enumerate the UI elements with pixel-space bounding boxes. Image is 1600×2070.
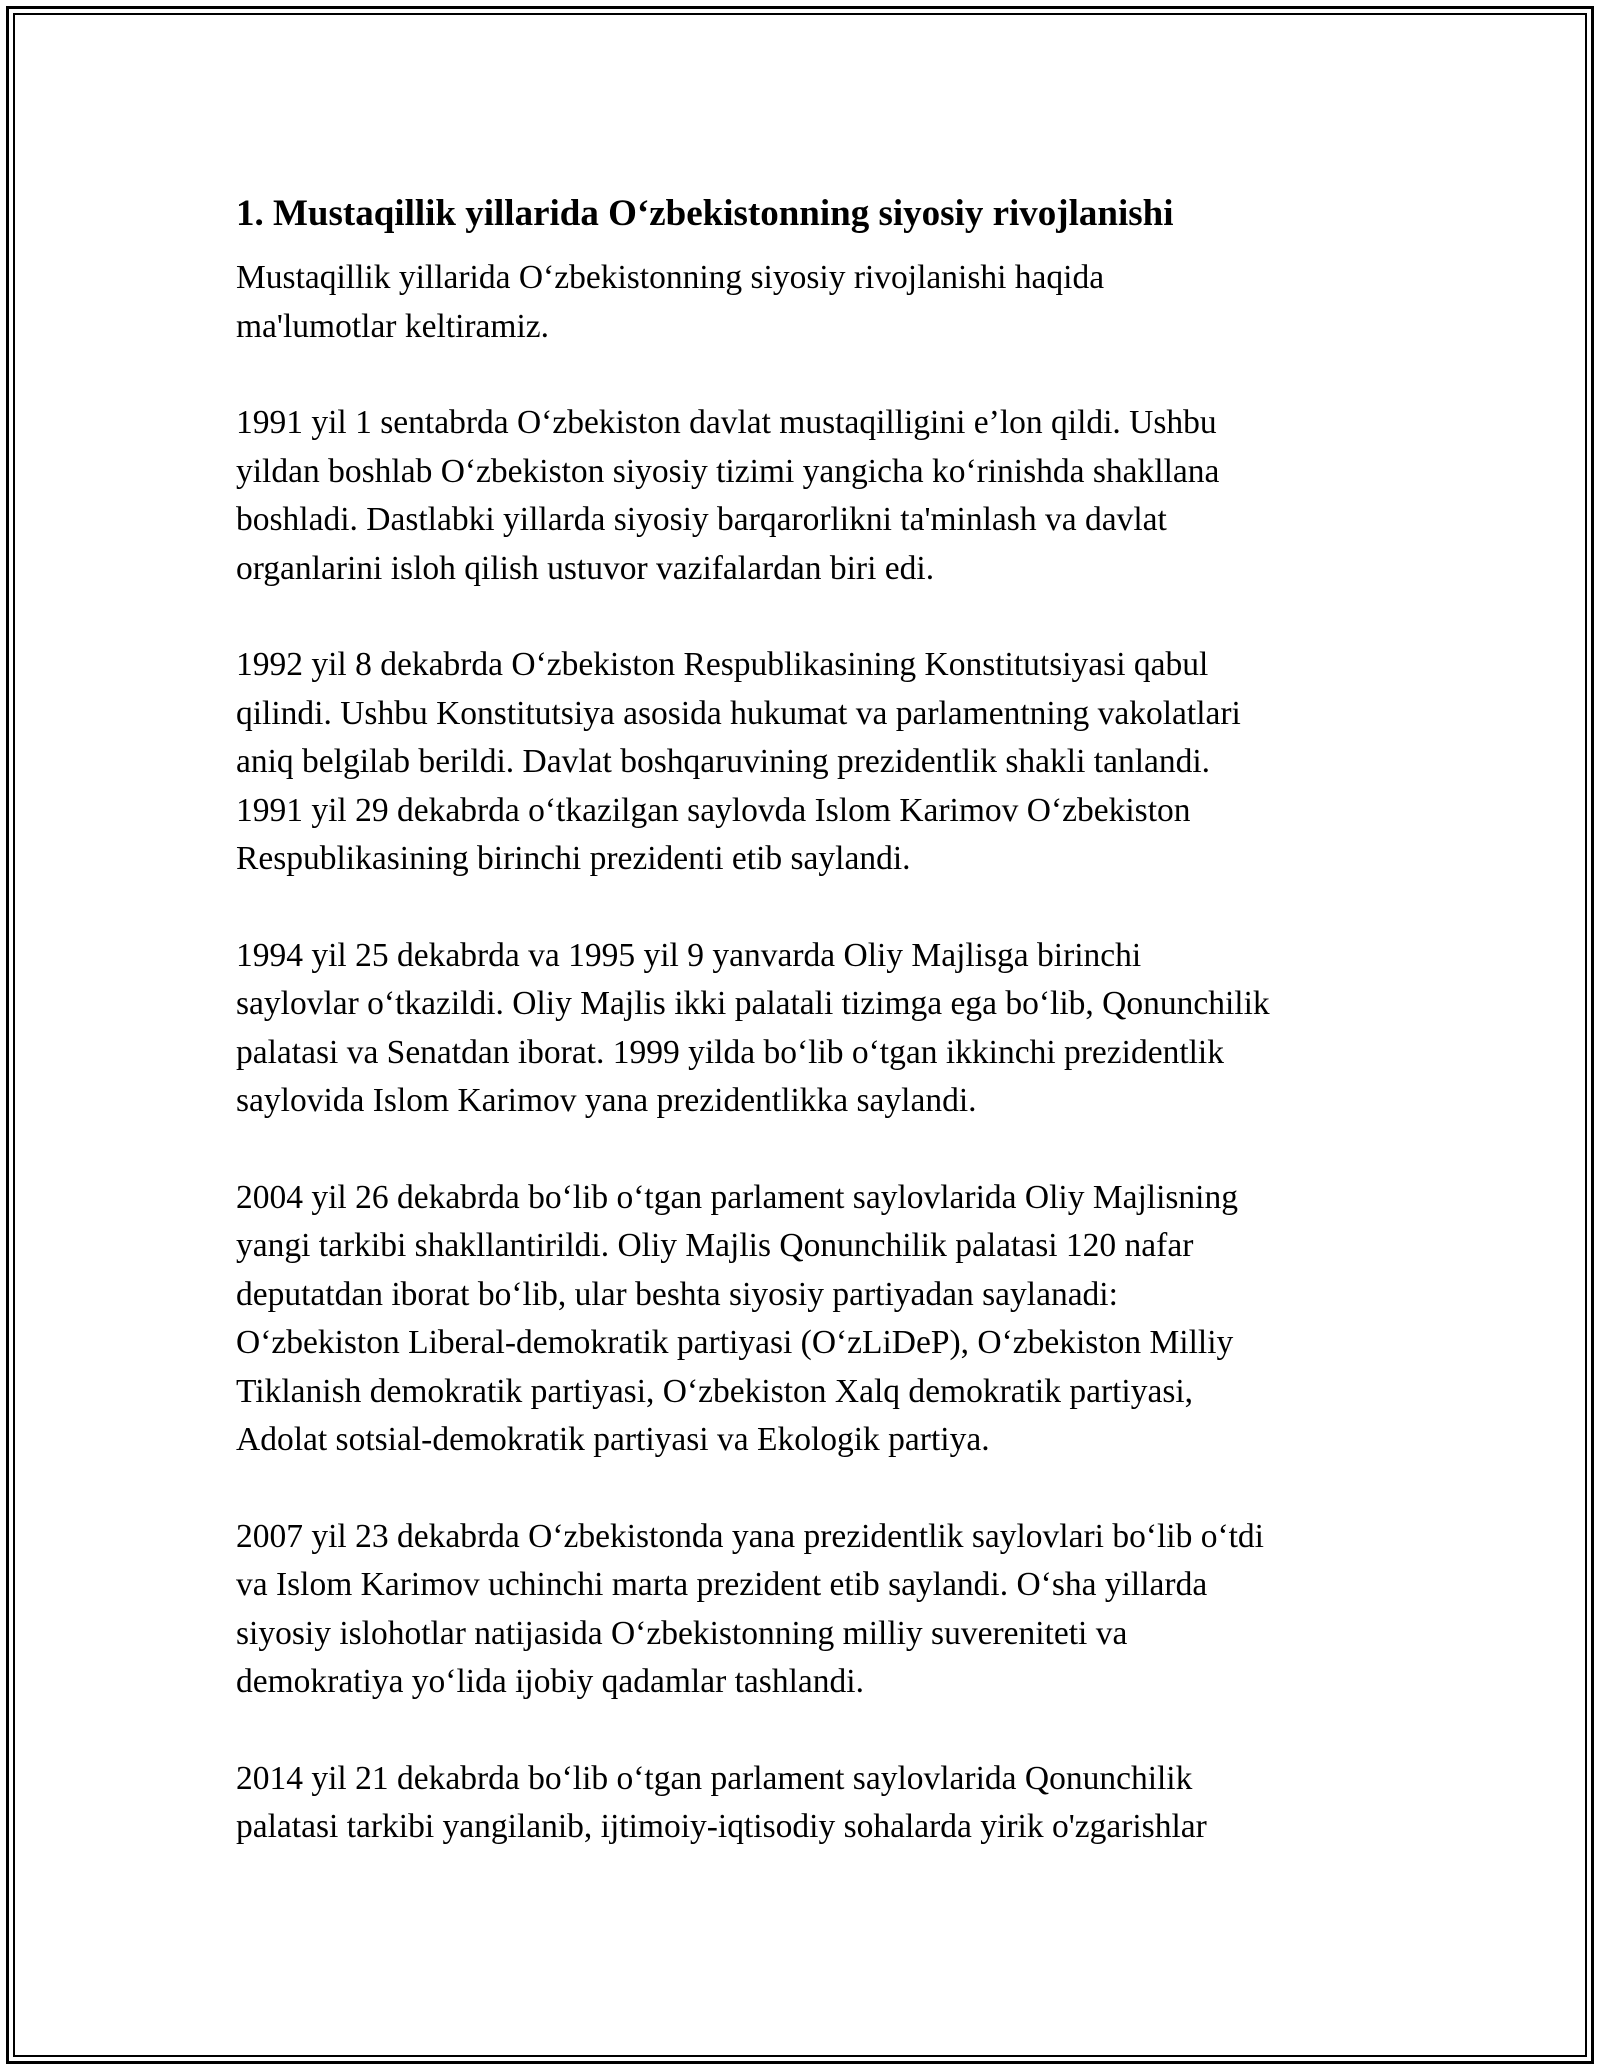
paragraph-1992 xyxy=(236,641,1396,884)
paragraph-2007 xyxy=(236,1513,1396,1707)
paragraph-line: demokratiya yo‘lida ijobiy qadamlar tashlandi. xyxy=(236,1663,864,1700)
paragraph-line: 1991 yil 1 sentabrda O‘zbekiston davlat mustaqilligini e’lon qildi. Ushbu xyxy=(236,404,1217,441)
paragraph-line: Respublikasining birinchi prezidenti etib saylandi. xyxy=(236,840,911,877)
paragraph-line: deputatdan iborat bo‘lib, ular beshta siyosiy partiyadan saylanadi: xyxy=(236,1275,1118,1313)
paragraph-line: Adolat sotsial-demokratik partiyasi va Ekologik partiya. xyxy=(236,1421,990,1458)
paragraph-2014 xyxy=(236,1755,1396,1852)
paragraph-line: 2004 yil 26 dekabrda bo‘lib o‘tgan parlament saylovlarida Oliy Majlisning xyxy=(236,1178,1238,1216)
document-body xyxy=(236,188,1396,1900)
paragraph-1991 xyxy=(236,399,1396,593)
paragraph-line: 1994 yil 25 dekabrda va 1995 yil 9 yanvarda Oliy Majlisga birinchi xyxy=(236,936,1142,974)
paragraph-line: palatasi tarkibi yangilanib, ijtimoiy-iqtisodiy sohalarda yirik o'zgarishlar xyxy=(236,1808,1207,1845)
paragraph-line: yangi tarkibi shakllantirildi. Oliy Majlis Qonunchilik palatasi 120 nafar xyxy=(236,1227,1194,1264)
paragraph-line: va Islom Karimov uchinchi marta prezident etib saylandi. O‘sha yillarda xyxy=(236,1566,1208,1603)
paragraph-line: saylovida Islom Karimov yana prezidentlikka saylandi. xyxy=(236,1082,977,1119)
paragraph-line: palatasi va Senatdan iborat. 1999 yilda bo‘lib o‘tgan ikkinchi prezidentlik xyxy=(236,1033,1224,1071)
paragraph-2004 xyxy=(236,1174,1396,1465)
document-title: 1. Mustaqillik yillarida O‘zbekistonning siyosiy rivojlanishi xyxy=(236,193,1174,234)
paragraph-line: organlarini isloh qilish ustuvor vazifalardan biri edi. xyxy=(236,549,935,587)
paragraph-line: siyosiy islohotlar natijasida O‘zbekistonning milliy suvereniteti va xyxy=(236,1614,1128,1652)
paragraph-line: O‘zbekiston Liberal-demokratik partiyasi (O‘zLiDeP), O‘zbekiston Milliy xyxy=(236,1324,1234,1361)
paragraph-line: ma'lumotlar keltiramiz. xyxy=(236,307,550,345)
paragraph-line: 2014 yil 21 dekabrda bo‘lib o‘tgan parlament saylovlarida Qonunchilik xyxy=(236,1759,1193,1797)
paragraph-line: 2007 yil 23 dekabrda O‘zbekistonda yana prezidentlik saylovlari bo‘lib o‘tdi xyxy=(236,1517,1264,1555)
paragraph-line: 1991 yil 29 dekabrda o‘tkazilgan saylovda Islom Karimov O‘zbekiston xyxy=(236,791,1191,829)
paragraph-line: boshladi. Dastlabki yillarda siyosiy barqarorlikni ta'minlash va davlat xyxy=(236,501,1167,538)
paragraph-1994 xyxy=(236,932,1396,1126)
paragraph-line: 1992 yil 8 dekabrda O‘zbekiston Respublikasining Konstitutsiyasi qabul xyxy=(236,646,1209,683)
paragraph-line: Mustaqillik yillarida O‘zbekistonning siyosiy rivojlanishi haqida xyxy=(236,259,1105,296)
paragraph-line: yildan boshlab O‘zbekiston siyosiy tizimi yangicha ko‘rinishda shakllana xyxy=(236,452,1220,490)
paragraph-line: saylovlar o‘tkazildi. Oliy Majlis ikki palatali tizimga ega bo‘lib, Qonunchilik xyxy=(236,985,1270,1022)
paragraph-line: qilindi. Ushbu Konstitutsiya asosida hukumat va parlamentning vakolatlari xyxy=(236,694,1241,732)
paragraph-intro xyxy=(236,254,1396,351)
paragraph-line: Tiklanish demokratik partiyasi, O‘zbekiston Xalq demokratik partiyasi, xyxy=(236,1372,1194,1410)
paragraph-line: aniq belgilab berildi. Davlat boshqaruvining prezidentlik shakli tanlandi. xyxy=(236,743,1211,780)
